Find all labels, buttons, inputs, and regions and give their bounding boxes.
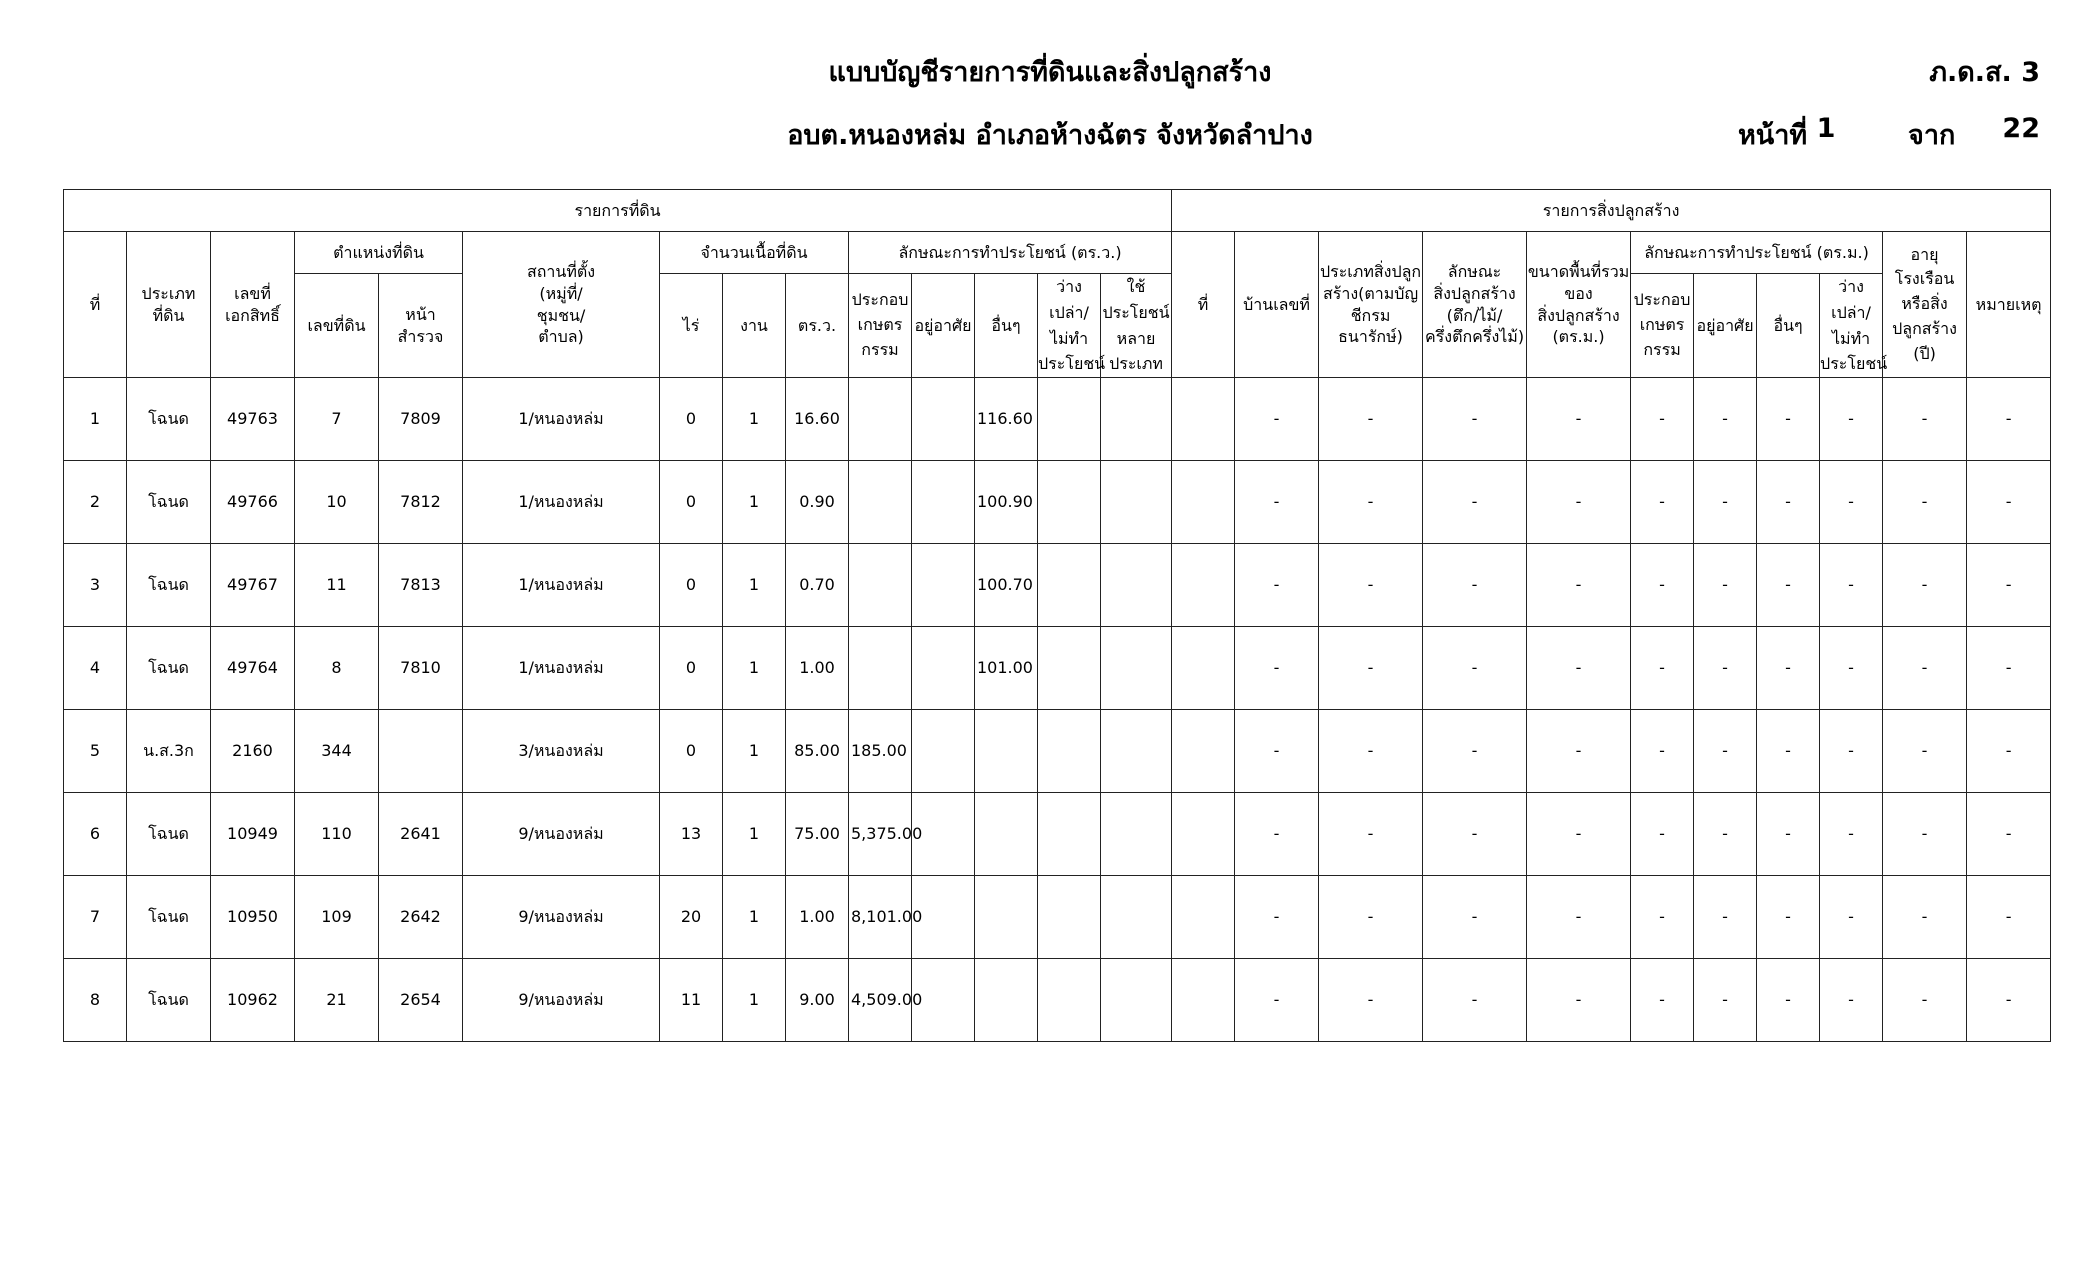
cell-building-age: -: [1883, 959, 1967, 1042]
cell-building-type: -: [1319, 876, 1423, 959]
cell-building-no: [1172, 544, 1235, 627]
cell-vacant: [1038, 378, 1101, 461]
cell-multi-use: [1101, 876, 1172, 959]
cell-other: 100.90: [975, 461, 1038, 544]
cell-b-other: -: [1757, 461, 1820, 544]
cell-location: 9/หนองหล่ม: [463, 876, 660, 959]
cell-land-no: 21: [295, 959, 379, 1042]
cell-b-residential: -: [1694, 627, 1757, 710]
cell-no: 5: [64, 710, 127, 793]
cell-multi-use: [1101, 461, 1172, 544]
cell-building-character: -: [1423, 710, 1527, 793]
cell-building-type: -: [1319, 793, 1423, 876]
cell-land-type: โฉนด: [127, 544, 211, 627]
cell-multi-use: [1101, 627, 1172, 710]
cell-rai: 0: [660, 461, 723, 544]
cell-sqwa: 0.70: [786, 544, 849, 627]
col-residential: อยู่อาศัย: [912, 274, 975, 378]
cell-vacant: [1038, 959, 1101, 1042]
cell-b-other: -: [1757, 876, 1820, 959]
cell-b-other: -: [1757, 378, 1820, 461]
col-rai: ไร่: [660, 274, 723, 378]
cell-building-area: -: [1527, 793, 1631, 876]
cell-land-no: 7: [295, 378, 379, 461]
cell-other: [975, 793, 1038, 876]
cell-building-age: -: [1883, 627, 1967, 710]
cell-land-type: โฉนด: [127, 793, 211, 876]
cell-building-no: [1172, 378, 1235, 461]
cell-b-agri: -: [1631, 544, 1694, 627]
cell-no: 7: [64, 876, 127, 959]
cell-b-residential: -: [1694, 378, 1757, 461]
col-building-age: อายุ โรงเรือน หรือสิ่ง ปลูกสร้าง (ปี): [1883, 232, 1967, 378]
cell-building-character: -: [1423, 378, 1527, 461]
cell-deed-no: 49767: [211, 544, 295, 627]
cell-multi-use: [1101, 544, 1172, 627]
cell-ngan: 1: [723, 876, 786, 959]
cell-building-character: -: [1423, 793, 1527, 876]
cell-location: 1/หนองหล่ม: [463, 378, 660, 461]
col-building-use: ลักษณะการทำประโยชน์ (ตร.ม.): [1631, 232, 1883, 274]
cell-building-area: -: [1527, 461, 1631, 544]
col-house-no: บ้านเลขที่: [1235, 232, 1319, 378]
cell-b-residential: -: [1694, 544, 1757, 627]
cell-sqwa: 9.00: [786, 959, 849, 1042]
col-survey-page: หน้า สำรวจ: [379, 274, 463, 378]
col-agri: ประกอบ เกษตร กรรม: [849, 274, 912, 378]
col-remarks: หมายเหตุ: [1967, 232, 2051, 378]
cell-survey-page: 7810: [379, 627, 463, 710]
cell-deed-no: 10962: [211, 959, 295, 1042]
cell-other: 100.70: [975, 544, 1038, 627]
cell-rai: 13: [660, 793, 723, 876]
page-label: หน้าที่: [1738, 120, 1808, 151]
table-row: [64, 544, 2051, 627]
cell-building-area: -: [1527, 710, 1631, 793]
cell-building-area: -: [1527, 378, 1631, 461]
cell-building-type: -: [1319, 544, 1423, 627]
cell-no: 8: [64, 959, 127, 1042]
cell-building-character: -: [1423, 959, 1527, 1042]
cell-survey-page: 2642: [379, 876, 463, 959]
cell-sqwa: 16.60: [786, 378, 849, 461]
cell-house-no: -: [1235, 461, 1319, 544]
cell-location: 3/หนองหล่ม: [463, 710, 660, 793]
cell-location: 1/หนองหล่ม: [463, 627, 660, 710]
cell-vacant: [1038, 461, 1101, 544]
cell-b-other: -: [1757, 959, 1820, 1042]
cell-vacant: [1038, 793, 1101, 876]
cell-b-vacant: -: [1820, 793, 1883, 876]
cell-building-character: -: [1423, 876, 1527, 959]
cell-other: 101.00: [975, 627, 1038, 710]
col-land-use: ลักษณะการทำประโยชน์ (ตร.ว.): [849, 232, 1172, 274]
cell-agri: [849, 627, 912, 710]
cell-b-other: -: [1757, 793, 1820, 876]
cell-b-residential: -: [1694, 959, 1757, 1042]
col-land-type: ประเภท ที่ดิน: [127, 232, 211, 378]
cell-other: [975, 876, 1038, 959]
cell-no: 4: [64, 627, 127, 710]
cell-ngan: 1: [723, 793, 786, 876]
cell-building-type: -: [1319, 461, 1423, 544]
cell-deed-no: 10950: [211, 876, 295, 959]
cell-rai: 0: [660, 544, 723, 627]
cell-agri: [849, 544, 912, 627]
cell-other: [975, 959, 1038, 1042]
col-building-character: ลักษณะ สิ่งปลูกสร้าง (ตึก/ไม้/ ครึ่งตึกครึ่งไม้): [1423, 232, 1527, 378]
cell-vacant: [1038, 544, 1101, 627]
land-building-register-table: [63, 189, 2051, 1042]
cell-b-residential: -: [1694, 876, 1757, 959]
cell-remarks: -: [1967, 378, 2051, 461]
cell-agri: [849, 461, 912, 544]
building-section-header: รายการสิ่งปลูกสร้าง: [1172, 190, 2051, 232]
cell-vacant: [1038, 627, 1101, 710]
cell-b-vacant: -: [1820, 378, 1883, 461]
cell-remarks: -: [1967, 959, 2051, 1042]
cell-building-area: -: [1527, 876, 1631, 959]
cell-remarks: -: [1967, 627, 2051, 710]
cell-building-age: -: [1883, 793, 1967, 876]
table-row: [64, 461, 2051, 544]
cell-b-agri: -: [1631, 710, 1694, 793]
cell-building-area: -: [1527, 544, 1631, 627]
cell-residential: [912, 378, 975, 461]
table-row: [64, 959, 2051, 1042]
cell-location: 1/หนองหล่ม: [463, 461, 660, 544]
cell-ngan: 1: [723, 461, 786, 544]
cell-building-area: -: [1527, 627, 1631, 710]
cell-other: 116.60: [975, 378, 1038, 461]
total-pages: 22: [2002, 113, 2040, 144]
cell-building-no: [1172, 627, 1235, 710]
col-building-no: ที่: [1172, 232, 1235, 378]
cell-land-no: 11: [295, 544, 379, 627]
col-land-position: ตำแหน่งที่ดิน: [295, 232, 463, 274]
cell-b-agri: -: [1631, 793, 1694, 876]
col-land-no: เลขที่ดิน: [295, 274, 379, 378]
cell-multi-use: [1101, 793, 1172, 876]
table-row: [64, 793, 2051, 876]
col-building-type: ประเภทสิ่งปลูก สร้าง(ตามบัญ ชีกรมธนารักษ์): [1319, 232, 1423, 378]
cell-agri: 8,101.00: [849, 876, 912, 959]
cell-b-other: -: [1757, 627, 1820, 710]
col-b-other: อื่นๆ: [1757, 274, 1820, 378]
col-vacant: ว่างเปล่า/ ไม่ทำ ประโยชน์: [1038, 274, 1101, 378]
cell-residential: [912, 461, 975, 544]
cell-rai: 0: [660, 378, 723, 461]
cell-building-age: -: [1883, 710, 1967, 793]
cell-agri: [849, 378, 912, 461]
cell-survey-page: [379, 710, 463, 793]
cell-survey-page: 7809: [379, 378, 463, 461]
cell-location: 1/หนองหล่ม: [463, 544, 660, 627]
cell-house-no: -: [1235, 544, 1319, 627]
cell-b-agri: -: [1631, 876, 1694, 959]
cell-location: 9/หนองหล่ม: [463, 793, 660, 876]
cell-building-type: -: [1319, 627, 1423, 710]
cell-building-type: -: [1319, 378, 1423, 461]
cell-b-agri: -: [1631, 378, 1694, 461]
col-area: จำนวนเนื้อที่ดิน: [660, 232, 849, 274]
cell-remarks: -: [1967, 710, 2051, 793]
cell-building-no: [1172, 710, 1235, 793]
cell-b-other: -: [1757, 544, 1820, 627]
cell-land-no: 344: [295, 710, 379, 793]
cell-vacant: [1038, 710, 1101, 793]
cell-deed-no: 2160: [211, 710, 295, 793]
cell-deed-no: 10949: [211, 793, 295, 876]
col-other: อื่นๆ: [975, 274, 1038, 378]
table-row: [64, 378, 2051, 461]
cell-ngan: 1: [723, 710, 786, 793]
cell-deed-no: 49764: [211, 627, 295, 710]
cell-house-no: -: [1235, 959, 1319, 1042]
cell-remarks: -: [1967, 461, 2051, 544]
cell-no: 3: [64, 544, 127, 627]
cell-building-no: [1172, 876, 1235, 959]
cell-sqwa: 75.00: [786, 793, 849, 876]
cell-no: 6: [64, 793, 127, 876]
cell-land-no: 10: [295, 461, 379, 544]
cell-residential: [912, 710, 975, 793]
cell-land-type: โฉนด: [127, 461, 211, 544]
cell-agri: 4,509.00: [849, 959, 912, 1042]
cell-house-no: -: [1235, 710, 1319, 793]
col-no: ที่: [64, 232, 127, 378]
document-subtitle: อบต.หนองหล่ม อำเภอห้างฉัตร จังหวัดลำปาง: [787, 120, 1313, 151]
cell-agri: 185.00: [849, 710, 912, 793]
cell-b-vacant: -: [1820, 461, 1883, 544]
cell-b-agri: -: [1631, 461, 1694, 544]
cell-building-age: -: [1883, 461, 1967, 544]
cell-rai: 20: [660, 876, 723, 959]
cell-b-residential: -: [1694, 710, 1757, 793]
cell-survey-page: 7813: [379, 544, 463, 627]
col-location: สถานที่ตั้ง (หมู่ที่/ ชุมชน/ ตำบล): [463, 232, 660, 378]
cell-land-type: โฉนด: [127, 378, 211, 461]
cell-sqwa: 1.00: [786, 627, 849, 710]
col-sqwa: ตร.ว.: [786, 274, 849, 378]
cell-remarks: -: [1967, 876, 2051, 959]
cell-ngan: 1: [723, 378, 786, 461]
cell-b-other: -: [1757, 710, 1820, 793]
cell-building-character: -: [1423, 544, 1527, 627]
cell-b-vacant: -: [1820, 876, 1883, 959]
col-b-vacant: ว่างเปล่า/ ไม่ทำ ประโยชน์: [1820, 274, 1883, 378]
col-deed-no: เลขที่ เอกสิทธิ์: [211, 232, 295, 378]
land-section-header: รายการที่ดิน: [64, 190, 1172, 232]
cell-residential: [912, 544, 975, 627]
cell-deed-no: 49763: [211, 378, 295, 461]
cell-house-no: -: [1235, 876, 1319, 959]
cell-multi-use: [1101, 710, 1172, 793]
table-row: [64, 876, 2051, 959]
cell-other: [975, 710, 1038, 793]
cell-b-agri: -: [1631, 627, 1694, 710]
cell-rai: 0: [660, 710, 723, 793]
cell-sqwa: 85.00: [786, 710, 849, 793]
cell-land-no: 109: [295, 876, 379, 959]
col-building-area: ขนาดพื้นที่รวม ของ สิ่งปลูกสร้าง (ตร.ม.): [1527, 232, 1631, 378]
cell-rai: 0: [660, 627, 723, 710]
cell-building-type: -: [1319, 959, 1423, 1042]
cell-building-type: -: [1319, 710, 1423, 793]
cell-building-no: [1172, 793, 1235, 876]
col-b-agri: ประกอบ เกษตร กรรม: [1631, 274, 1694, 378]
cell-building-age: -: [1883, 378, 1967, 461]
cell-ngan: 1: [723, 544, 786, 627]
cell-building-age: -: [1883, 544, 1967, 627]
cell-residential: [912, 627, 975, 710]
col-multi-use: ใช้ประโยชน์ หลาย ประเภท: [1101, 274, 1172, 378]
cell-land-type: โฉนด: [127, 627, 211, 710]
cell-sqwa: 1.00: [786, 876, 849, 959]
cell-b-vacant: -: [1820, 959, 1883, 1042]
cell-building-character: -: [1423, 627, 1527, 710]
cell-land-type: โฉนด: [127, 959, 211, 1042]
cell-survey-page: 7812: [379, 461, 463, 544]
cell-building-no: [1172, 959, 1235, 1042]
cell-remarks: -: [1967, 793, 2051, 876]
cell-multi-use: [1101, 959, 1172, 1042]
cell-b-residential: -: [1694, 461, 1757, 544]
cell-land-no: 8: [295, 627, 379, 710]
cell-survey-page: 2641: [379, 793, 463, 876]
cell-no: 1: [64, 378, 127, 461]
cell-house-no: -: [1235, 378, 1319, 461]
cell-agri: 5,375.00: [849, 793, 912, 876]
cell-b-vacant: -: [1820, 544, 1883, 627]
cell-b-vacant: -: [1820, 627, 1883, 710]
form-code: ภ.ด.ส. 3: [1929, 57, 2040, 88]
table-row: [64, 627, 2051, 710]
cell-no: 2: [64, 461, 127, 544]
cell-b-agri: -: [1631, 959, 1694, 1042]
cell-building-area: -: [1527, 959, 1631, 1042]
cell-deed-no: 49766: [211, 461, 295, 544]
col-ngan: งาน: [723, 274, 786, 378]
table-row: [64, 710, 2051, 793]
cell-house-no: -: [1235, 793, 1319, 876]
cell-b-residential: -: [1694, 793, 1757, 876]
cell-location: 9/หนองหล่ม: [463, 959, 660, 1042]
page-of-label: จาก: [1908, 120, 1956, 151]
cell-building-no: [1172, 461, 1235, 544]
cell-ngan: 1: [723, 627, 786, 710]
cell-land-type: น.ส.3ก: [127, 710, 211, 793]
cell-rai: 11: [660, 959, 723, 1042]
cell-land-no: 110: [295, 793, 379, 876]
cell-remarks: -: [1967, 544, 2051, 627]
document-title: แบบบัญชีรายการที่ดินและสิ่งปลูกสร้าง: [828, 57, 1272, 88]
cell-building-character: -: [1423, 461, 1527, 544]
cell-survey-page: 2654: [379, 959, 463, 1042]
cell-building-age: -: [1883, 876, 1967, 959]
cell-land-type: โฉนด: [127, 876, 211, 959]
col-b-residential: อยู่อาศัย: [1694, 274, 1757, 378]
cell-house-no: -: [1235, 627, 1319, 710]
cell-b-vacant: -: [1820, 710, 1883, 793]
page-number: 1: [1816, 113, 1836, 144]
cell-multi-use: [1101, 378, 1172, 461]
cell-vacant: [1038, 876, 1101, 959]
cell-sqwa: 0.90: [786, 461, 849, 544]
cell-ngan: 1: [723, 959, 786, 1042]
